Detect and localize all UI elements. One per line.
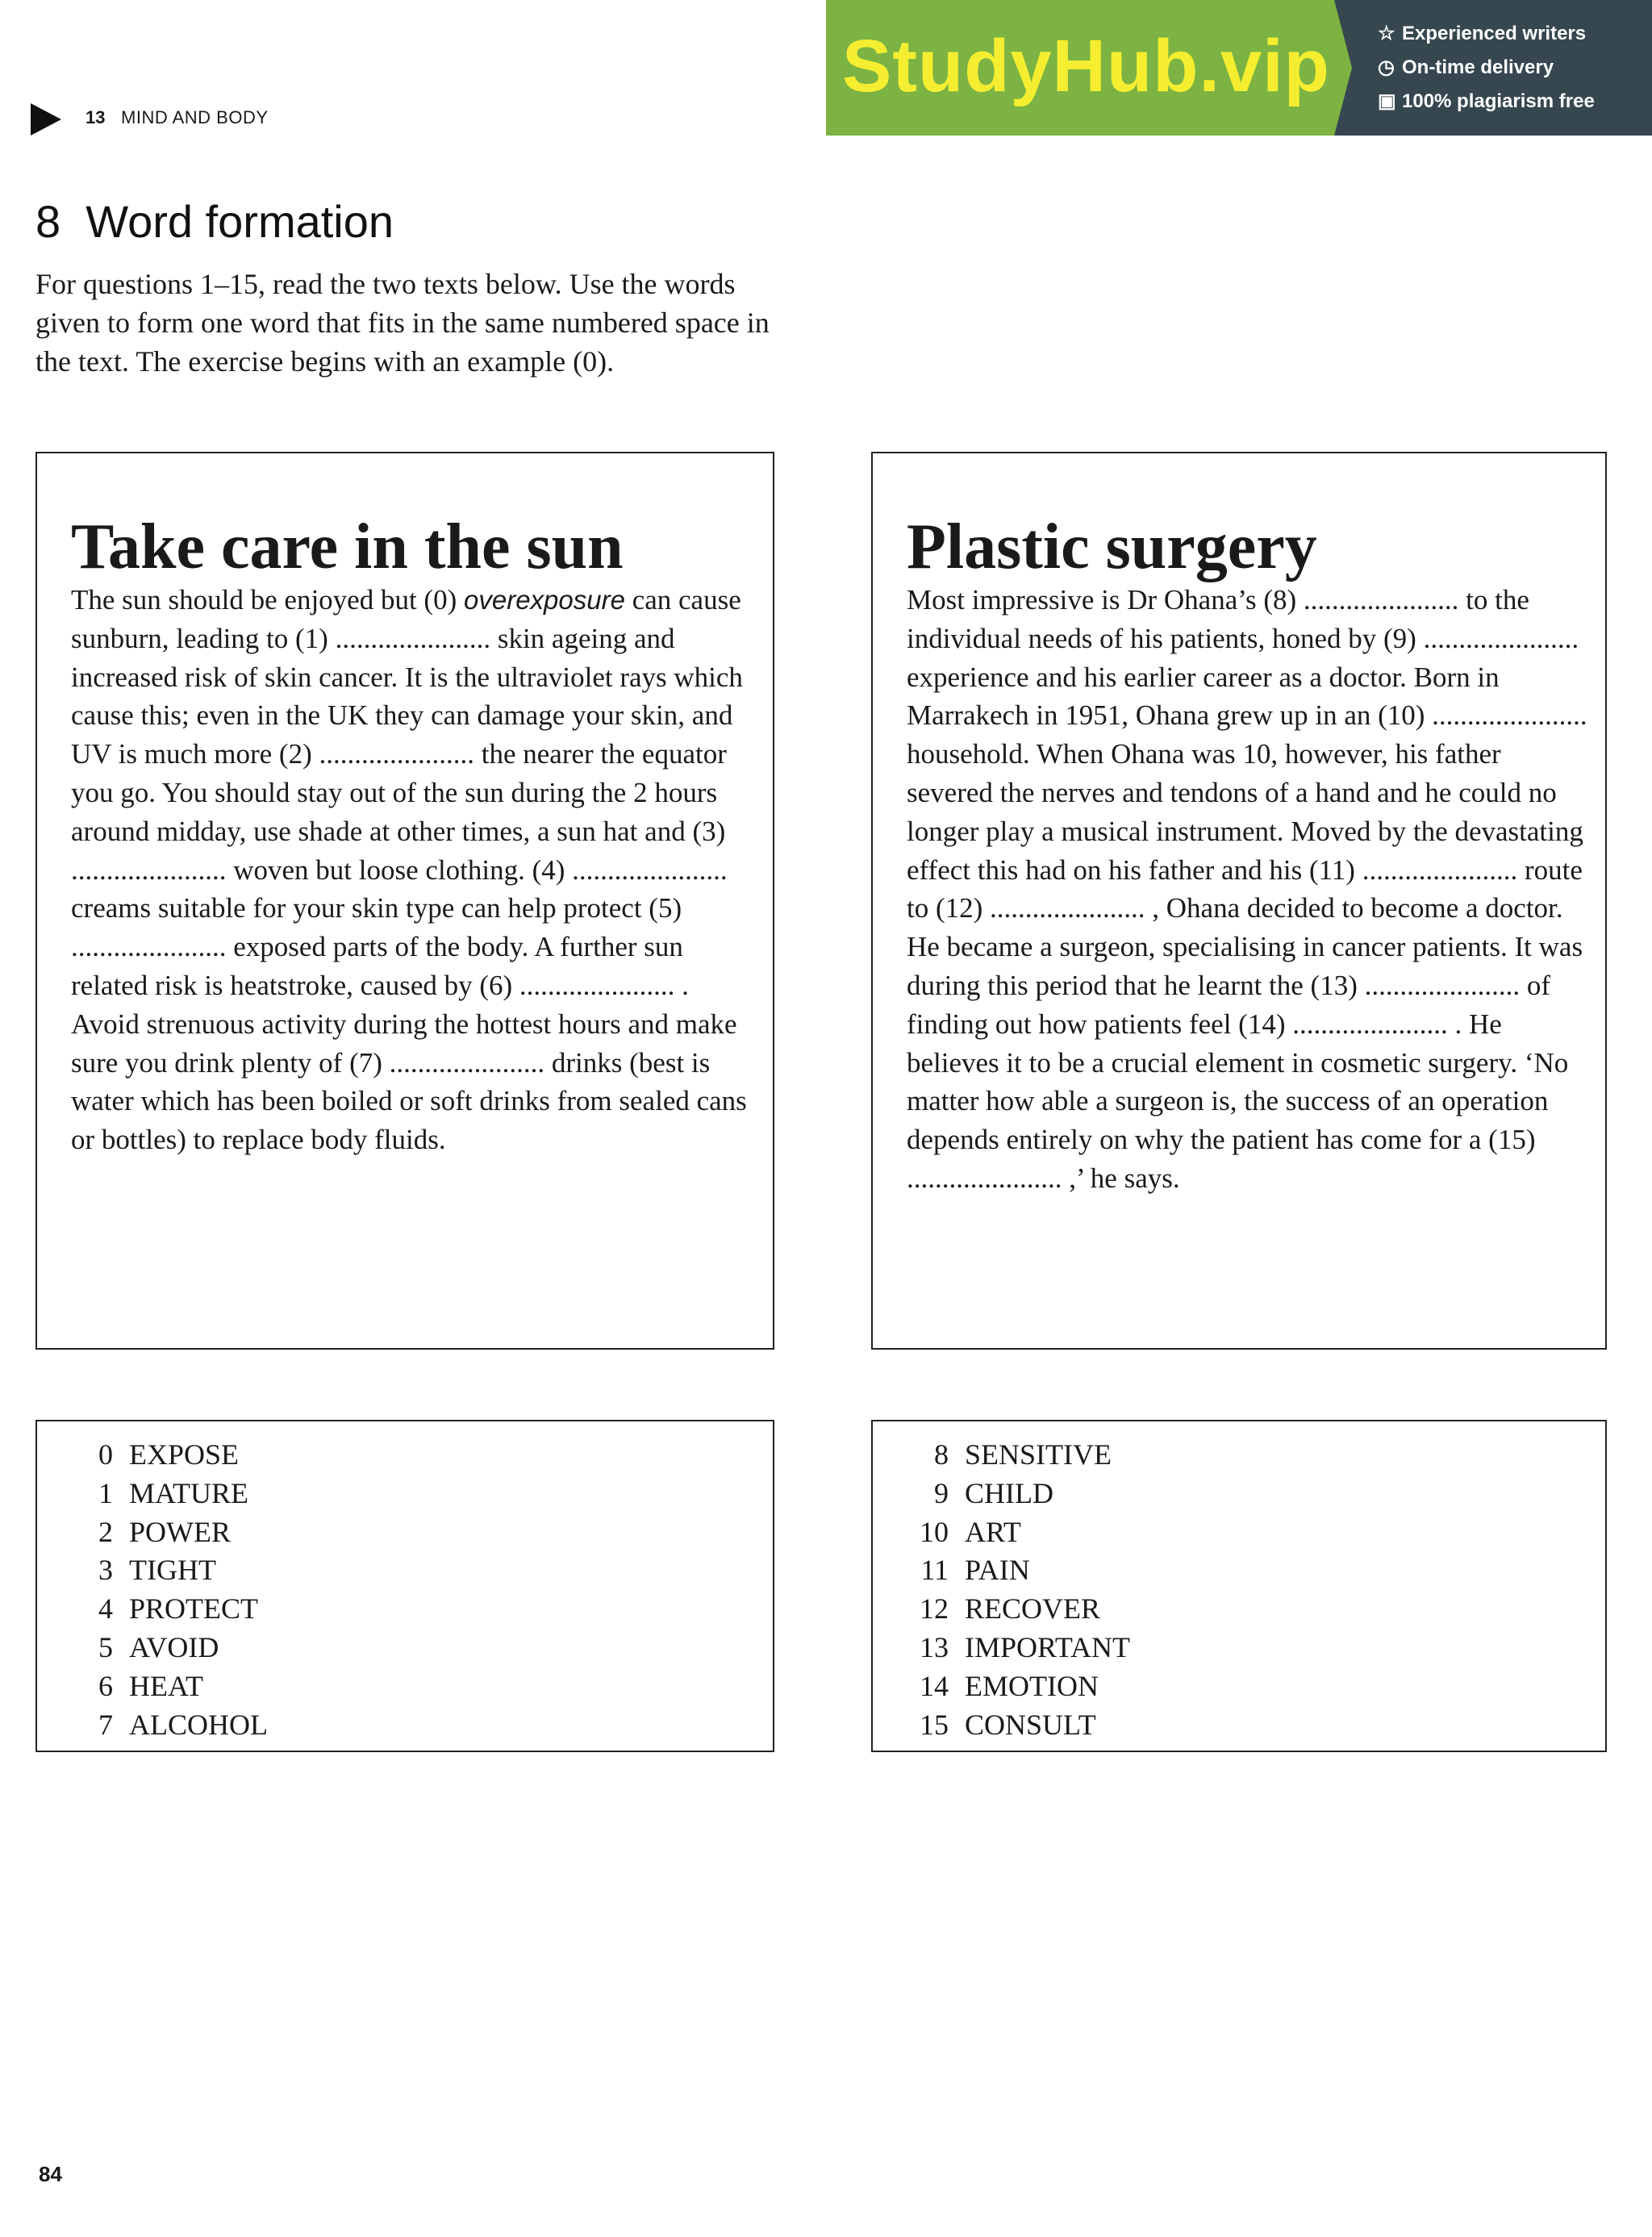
stem-word: HEAT [129,1669,203,1702]
stem-word: EXPOSE [129,1438,240,1471]
text-box-surgery [871,452,1607,1350]
item-number: 8 [934,1438,949,1471]
item-number: 1 [98,1476,113,1509]
exercise-instructions: For questions 1–15, read the two texts below. Use the words given to form one word that fits in the same numbered space in the text. The exercise begins with an example (0). [35,268,770,378]
word-list-item [69,1436,268,1475]
ad-feature-delivery: ◷ On-time delivery [1378,56,1554,78]
word-list-item [69,1475,268,1513]
word-list-item [69,1667,268,1706]
word-list-item [69,1629,268,1667]
text-box-sun [35,452,774,1350]
stem-word: RECOVER [965,1592,1101,1626]
item-number: 2 [98,1515,113,1548]
item-number: 14 [920,1669,949,1702]
item-number: 12 [920,1592,949,1626]
stem-word: ART [965,1515,1021,1548]
item-number: 9 [934,1476,949,1509]
ad-feature-writers: ☆ Experienced writers [1378,23,1587,44]
page-number: 84 [39,2162,62,2186]
stem-word: MATURE [129,1476,249,1509]
word-list-item [905,1513,1130,1552]
stem-word: EMOTION [965,1669,1099,1702]
section-title: MIND AND BODY [121,107,269,127]
word-list-left [35,1420,774,1752]
word-list-item [69,1551,268,1590]
stem-word: TIGHT [129,1554,216,1587]
stem-word: SENSITIVE [965,1438,1112,1471]
word-list-item [69,1513,268,1552]
word-list-item [905,1629,1130,1667]
stem-word: CHILD [965,1476,1053,1509]
text-title: Plastic surgery [907,511,1317,582]
item-number: 4 [98,1592,113,1626]
item-number: 11 [920,1554,949,1587]
word-list-item [69,1590,268,1629]
item-number: 7 [98,1708,113,1741]
word-list-item [905,1475,1130,1513]
document-icon: ▣ [1378,90,1396,112]
item-number: 5 [98,1630,113,1663]
word-list-item [905,1590,1130,1629]
stem-word: CONSULT [965,1708,1096,1741]
word-list-item [905,1436,1130,1475]
word-list-item [905,1551,1130,1590]
stem-word: AVOID [129,1630,219,1663]
clock-icon: ◷ [1378,56,1395,78]
word-list-item [905,1667,1130,1706]
stem-word: ALCOHOL [129,1708,268,1741]
stem-word: IMPORTANT [965,1630,1130,1663]
stem-word: PAIN [965,1554,1030,1587]
text-body: The sun should be enjoyed but (0) overexposure can cause sunburn, leading to (1) ...................... skin ageing and increased risk of skin cancer. It is the ultraviolet rays which cause this; even in the UK they can damage your skin, and UV is much more (2) ...................... the nearer the equator you go. You should stay out of the sun during the 2 hours around midday, use shade at other times, a sun hat and (3) ...................... woven but loose clothing. (4) ...................... creams suitable for your skin type can help protect (5) ...................... exposed parts of the body. A further sun related risk is heatstroke, caused by (6) ...................... . Avoid strenuous activity during the hottest hours and make sure you drink plenty of (7) ...................... drinks (best is water which has been boiled or soft drinks from sealed cans or bottles) to replace body fluids. [71,584,747,1156]
word-list-item [905,1706,1130,1745]
item-number: 13 [920,1630,949,1663]
text-title: Take care in the sun [71,511,624,582]
exercise-title: 8 Word formation [35,196,394,247]
item-number: 6 [98,1669,113,1702]
item-number: 15 [920,1708,949,1741]
stem-word: POWER [129,1515,231,1548]
ad-feature-plagiarism: ▣ 100% plagiarism free [1378,90,1595,112]
play-arrow-icon [31,103,61,136]
section-number: 13 [86,107,106,127]
item-number: 10 [920,1515,949,1548]
example-answer: overexposure [464,585,625,615]
word-list-right [871,1420,1607,1752]
ad-logo[interactable]: StudyHub.vip [842,25,1330,107]
item-number: 3 [98,1554,113,1587]
text-body: Most impressive is Dr Ohana’s (8) ...................... to the individual needs of his patients, honed by (9) ...................... experience and his earlier career as a doctor. Born in Marrakech in 1951, Ohana grew up in an (10) ...................... household. When Ohana was 10, however, his father severed the nerves and tendons of a hand and he could no longer play a musical instrument. Moved by the devastating effect this had on his father and his (11) ...................... route to (12) ...................... , Ohana decided to become a doctor. He became a surgeon, specialising in cancer patients. It was during this period that he learnt the (13) ...................... of finding out how patients feel (14) ...................... . He believes it to be a crucial element in cosmetic surgery. ‘No matter how able a surgeon is, the success of an operation depends entirely on why the patient has come for a (15) ...................... ,’ he says. [907,584,1587,1194]
item-number: 0 [98,1438,113,1471]
word-list-item [69,1706,268,1745]
star-icon: ☆ [1378,23,1395,44]
stem-word: PROTECT [129,1592,259,1626]
